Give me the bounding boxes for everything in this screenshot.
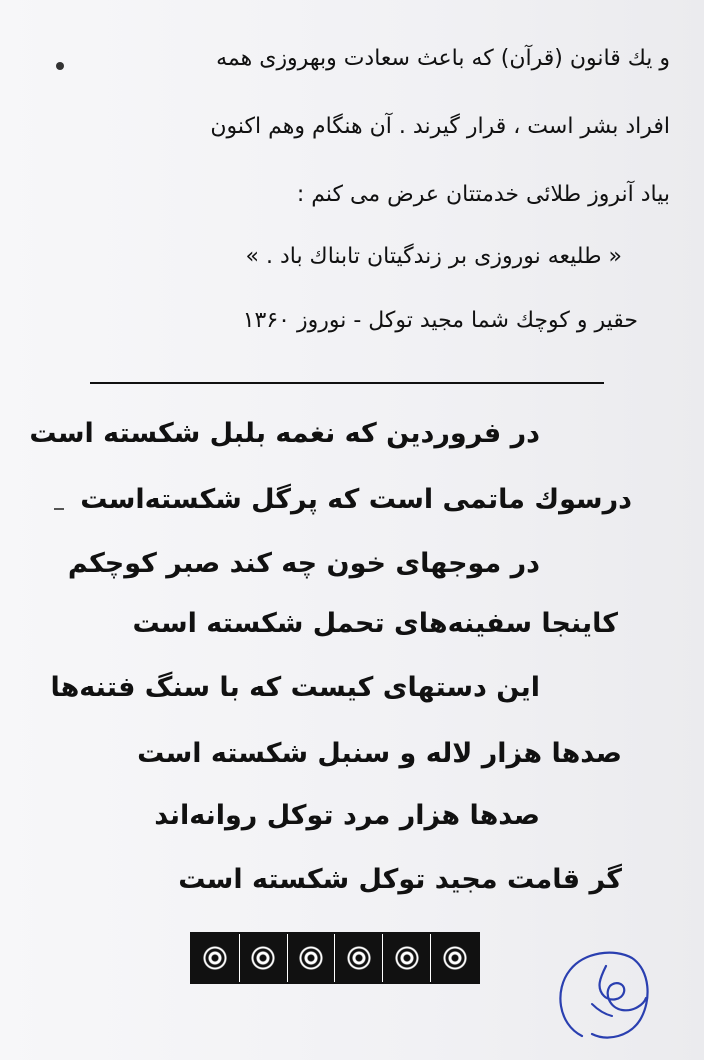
poem-verse-1a: در فروردین که نغمه بلبل شکسته است	[29, 418, 540, 449]
handwritten-signature	[552, 944, 656, 1044]
poem-verse-3a: این دستهای کیست که با سنگ فتنه‌ها	[50, 672, 540, 703]
flower-icon	[383, 934, 431, 982]
poem-verse-4b: گر قامت مجید توکل شکسته است	[178, 864, 622, 895]
flower-icon	[335, 934, 383, 982]
prose-line-3: بیاد آنروز طلائی خدمتتان عرض می کنم :	[296, 182, 670, 207]
poem-verse-2b: کاینجا سفینه‌های تحمل شکسته است	[132, 608, 618, 639]
poem-verse-2a: در موجهای خون چه کند صبر کوچکم	[67, 548, 540, 579]
prose-line-4: « طلیعه نوروزی بر زندگیتان تابناك باد . »	[245, 244, 622, 269]
ink-dot	[56, 62, 64, 70]
poem-verse-4a: صدها هزار مرد توکل روانه‌اند	[154, 800, 540, 831]
flower-icon	[288, 934, 336, 982]
poem-verse-3b: صدها هزار لاله و سنبل شکسته است	[137, 738, 622, 769]
ink-speck	[54, 508, 64, 510]
floral-border-icon	[190, 932, 480, 984]
flower-icon	[431, 934, 478, 982]
signature-line: حقیر و کوچك شما مجید توکل - نوروز ۱۳۶۰	[242, 308, 638, 333]
poem-verse-1b: درسوك ماتمی است که پرگل شکسته‌است	[80, 484, 632, 515]
divider-line	[90, 382, 604, 384]
prose-line-2: افراد بشر است ، قرار گیرند . آن هنگام وهم اکنون	[210, 114, 670, 139]
flower-icon	[240, 934, 288, 982]
prose-line-1: و یك قانون (قرآن) که باعث سعادت وبهروزی همه	[216, 46, 670, 71]
flower-icon	[192, 934, 240, 982]
